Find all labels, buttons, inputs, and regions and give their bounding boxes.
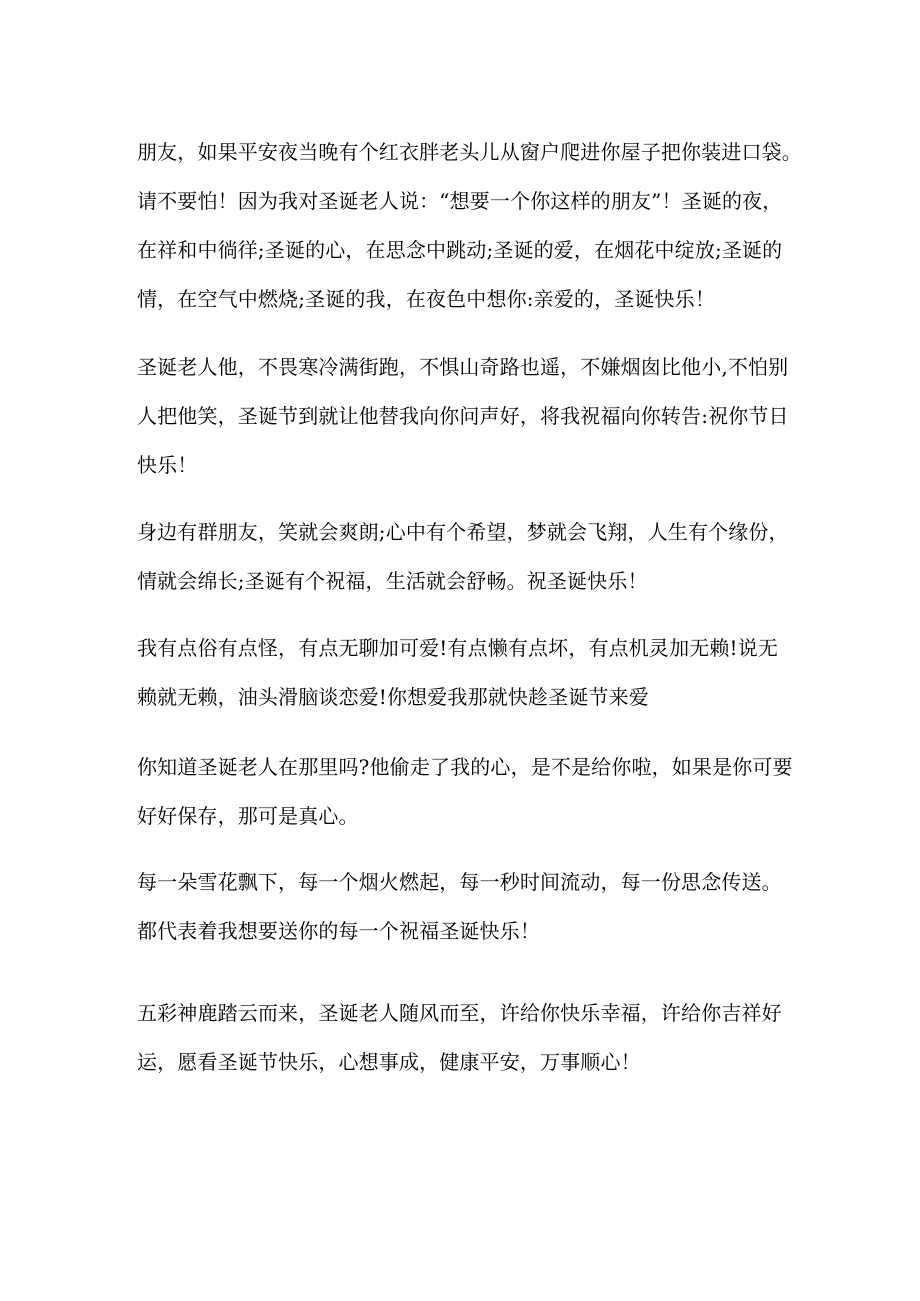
- paragraph-line: 身边有群朋友，笑就会爽朗;心中有个希望，梦就会飞翔，人生有个缘份，: [137, 520, 789, 544]
- paragraph-line: 我有点俗有点怪，有点无聊加可爱!有点懒有点坏，有点机灵加无赖!说无: [137, 636, 779, 660]
- paragraph-line: 都代表着我想要送你的每一个祝福圣诞快乐！: [137, 919, 540, 943]
- paragraph-line: 情就会绵长;圣诞有个祝福，生活就会舒畅。祝圣诞快乐！: [137, 569, 648, 593]
- paragraph-line: 好好保存，那可是真心。: [137, 804, 359, 828]
- paragraph-line: 圣诞老人他，不畏寒冷满街跑，不惧山奇路也遥，不嫌烟囱比他小,不怕别: [137, 355, 789, 379]
- paragraph-3: [137, 508, 789, 606]
- paragraph-4: [137, 624, 778, 722]
- paragraph-line: 你知道圣诞老人在那里吗?他偷走了我的心，是不是给你啦，如果是你可要: [137, 755, 793, 779]
- paragraph-line: 赖就无赖，油头滑脑谈恋爱!你想爱我那就快趁圣诞节来爱: [137, 685, 649, 709]
- paragraph-line: 在祥和中徜徉;圣诞的心，在思念中跳动;圣诞的爱，在烟花中绽放;圣诞的: [137, 238, 783, 262]
- paragraph-line: 请不要怕！因为我对圣诞老人说：“想要一个你这样的朋友”！圣诞的夜，: [137, 189, 783, 213]
- paragraph-line: 运，愿看圣诞节快乐，心想事成，健康平安，万事顺心！: [137, 1050, 641, 1074]
- paragraph-line: 情，在空气中燃烧;圣诞的我，在夜色中想你:亲爱的，圣诞快乐！: [137, 287, 715, 311]
- paragraph-6: [137, 858, 782, 956]
- paragraph-2: [137, 343, 789, 490]
- paragraph-line: 快乐！: [137, 453, 198, 477]
- paragraph-line: 人把他笑，圣诞节到就让他替我向你问声好，将我祝福向你转告:祝你节日: [137, 404, 789, 428]
- paragraph-1: [137, 128, 802, 324]
- paragraph-line: 五彩神鹿踏云而来，圣诞老人随风而至，许给你快乐幸福，许给你吉祥好: [137, 1001, 782, 1025]
- paragraph-7: [137, 989, 782, 1087]
- paragraph-5: [137, 743, 793, 841]
- paragraph-line: 每一朵雪花飘下，每一个烟火燃起，每一秒时间流动，每一份思念传送。: [137, 870, 782, 894]
- paragraph-line: 朋友，如果平安夜当晚有个红衣胖老头儿从窗户爬进你屋子把你装进口袋。: [137, 140, 802, 164]
